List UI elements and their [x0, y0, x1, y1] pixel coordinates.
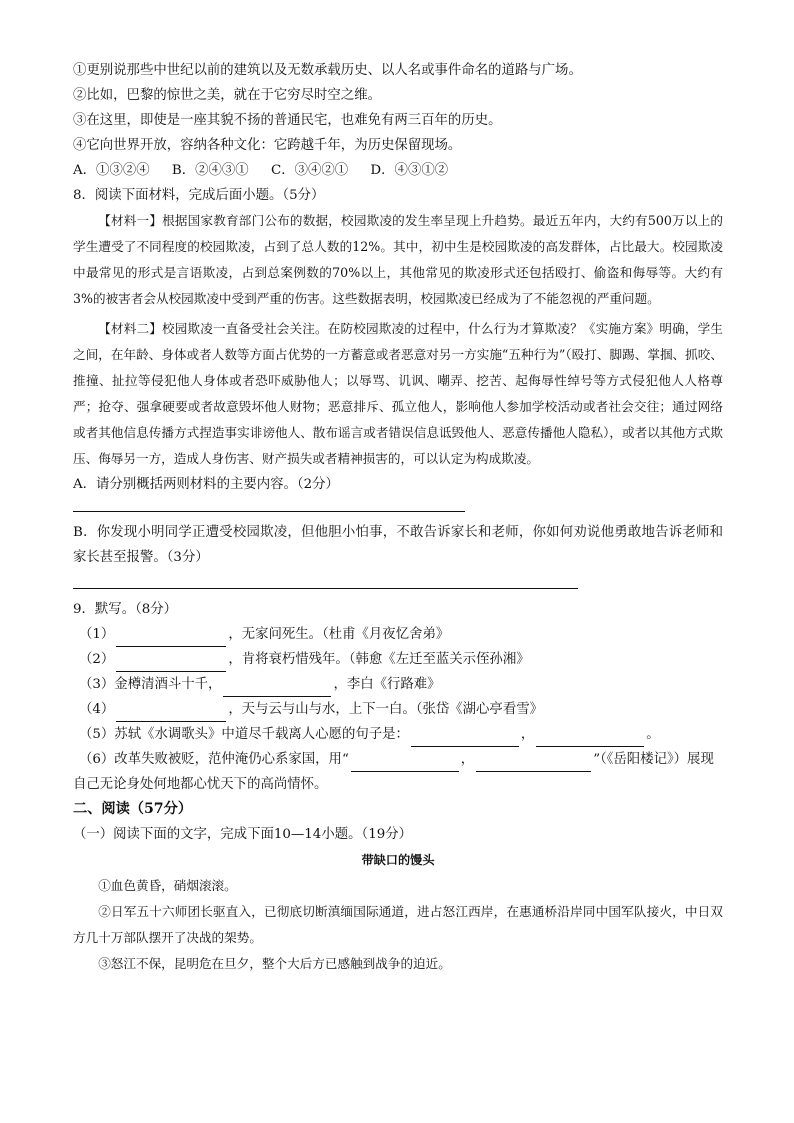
choice-d[interactable]: D．④③①②	[370, 163, 449, 178]
dictation-text-2: ，肯将衰朽惜残年。（韩愈《左迁至蓝关示侄孙湘》	[228, 652, 530, 667]
answer-line-b[interactable]	[73, 574, 578, 589]
dictation-blank-6b[interactable]	[476, 756, 591, 772]
answer-line-a[interactable]	[73, 497, 465, 512]
dictation-number-2: （2）	[79, 652, 115, 667]
dictation-line-6	[73, 747, 723, 772]
dictation-line-5	[73, 722, 723, 747]
material-two: 【材料二】校园欺凌一直备受社会关注。在防校园欺凌的过程中，什么行为才算欺凌？《实施方案》明确，学生之间，在年龄、身体或者人数等方面占优势的一方蓄意或者恶意对另一方实施“五种行为”（殴打、脚踢、掌掴、抓咬、推撞、扯拉等侵犯他人身体或者恐吓威胁他人；以辱骂、讥讽、嘲弄、挖苦、起侮辱性绰号等方式侵犯他人人格尊严；抢夺、强拿硬要或者故意毁坏他人财物；恶意排斥、孤立他人，影响他人参加学校活动或者社会交往；通过网络或者其他信息传播方式捏造事实诽谤他人、散布谣言或者错误信息诋毁他人、恶意传播他人隐私），或者以其他方式欺压、侮辱另一方，造成人身伤害、财产损失或者精神损害的，可以认定为构成欺凌。	[73, 321, 723, 466]
dictation-line-2	[73, 647, 723, 672]
dictation-text-5c: 。	[646, 727, 660, 742]
dictation-text-5b: ，	[520, 727, 535, 742]
choice-a[interactable]: A．①③②④	[73, 163, 150, 178]
dictation-text-6c: ”（《岳阳楼记》）展现	[593, 752, 714, 767]
dictation-text-6b: ，	[460, 752, 475, 767]
dictation-text-3b: ，李白《行路难》	[333, 677, 441, 692]
dictation-text-4: ，天与云与山与水，上下一白。（张岱《湖心亭看雪》	[228, 702, 543, 717]
choice-b[interactable]: B．②④③①	[171, 163, 249, 178]
dictation-blank-1[interactable]	[116, 631, 226, 647]
dictation-blank-5a[interactable]	[411, 731, 519, 747]
sentence-item-1: ①更别说那些中世纪以前的建筑以及无数承载历史、以人名或事件命名的道路与广场。	[73, 63, 582, 78]
story-paragraph-3: ③怒江不保，昆明危在旦夕，整个大后方已感触到战争的迫近。	[98, 956, 451, 971]
question-9	[73, 597, 723, 797]
story-paragraph-1: ①血色黄昏，硝烟滚滚。	[98, 878, 237, 893]
section-reading	[73, 797, 723, 977]
section-subtitle: （一）阅读下面的文字，完成下面10—14小题。（19分）	[73, 827, 413, 842]
question-8	[73, 183, 723, 589]
sentence-item-4: ④它向世界开放，容纳各种文化：它跨越千年，为历史保留现场。	[73, 138, 462, 153]
story-paragraph-2: ②日军五十六师团长驱直入，已彻底切断滇缅国际通道，进占怒江西岸，在惠通桥沿岸同中国军队接火，中日双方几十万部队摆开了决战的架势。	[73, 904, 723, 945]
dictation-blank-5b[interactable]	[536, 731, 644, 747]
dictation-text-1: ，无家问死生。（杜甫《月夜忆舍弟》	[228, 627, 450, 642]
question-8-heading: 8．阅读下面材料，完成后面小题。（5分）	[73, 188, 325, 203]
dictation-line-6-cont: 自己无论身处何地都心忧天下的高尚情怀。	[73, 777, 328, 792]
dictation-line-4	[73, 697, 723, 722]
choice-c[interactable]: C．③④②①	[270, 163, 349, 178]
dictation-blank-3[interactable]	[223, 681, 331, 697]
question-9-heading: 9．默写。（8分）	[73, 602, 178, 617]
dictation-line-1	[73, 622, 723, 647]
dictation-number-4: （4）	[79, 702, 115, 717]
exam-page	[73, 58, 723, 977]
sentence-item-3: ③在这里，即使是一座其貌不扬的普通民宅，也难免有两三百年的历史。	[73, 113, 502, 128]
section-title: 二、阅读（57分）	[73, 801, 193, 817]
answer-choices	[73, 158, 723, 183]
dictation-text-3a: （3）金樽清酒斗十千，	[79, 677, 222, 692]
dictation-blank-2[interactable]	[116, 656, 226, 672]
story-title: 带缺口的馒头	[361, 853, 435, 867]
dictation-blank-4[interactable]	[116, 706, 226, 722]
sub-question-a: A．请分别概括两则材料的主要内容。（2分）	[73, 477, 339, 492]
dictation-text-6a: （6）改革失败被贬，范仲淹仍心系家国，用“	[79, 752, 349, 767]
dictation-blank-6a[interactable]	[351, 756, 459, 772]
sub-question-b: B．你发现小明同学正遭受校园欺凌，但他胆小怕事，不敢告诉家长和老师，你如何劝说他勇敢地告诉老师和家长甚至报警。（3分）	[73, 525, 723, 565]
dictation-line-3	[73, 672, 723, 697]
sentence-item-2: ②比如，巴黎的惊世之美，就在于它穷尽时空之维。	[73, 88, 381, 103]
material-one: 【材料一】根据国家教育部门公布的数据，校园欺凌的发生率呈现上升趋势。最近五年内，大约有500万以上的学生遭受了不同程度的校园欺凌，占到了总人数的12%。其中，初中生是校园欺凌的高发群体，占比最大。校园欺凌中最常见的形式是言语欺凌，占到总案例数的70%以上，其他常见的欺凌形式还包括殴打、偷盗和侮辱等。大约有3%的被害者会从校园欺凌中受到严重的伤害。这些数据表明，校园欺凌已经成为了不能忽视的严重问题。	[73, 213, 723, 306]
dictation-text-5a: （5）苏轼《水调歌头》中道尽千载离人心愿的句子是：	[79, 727, 409, 742]
dictation-number-1: （1）	[79, 627, 115, 642]
question-7-items	[73, 58, 723, 183]
